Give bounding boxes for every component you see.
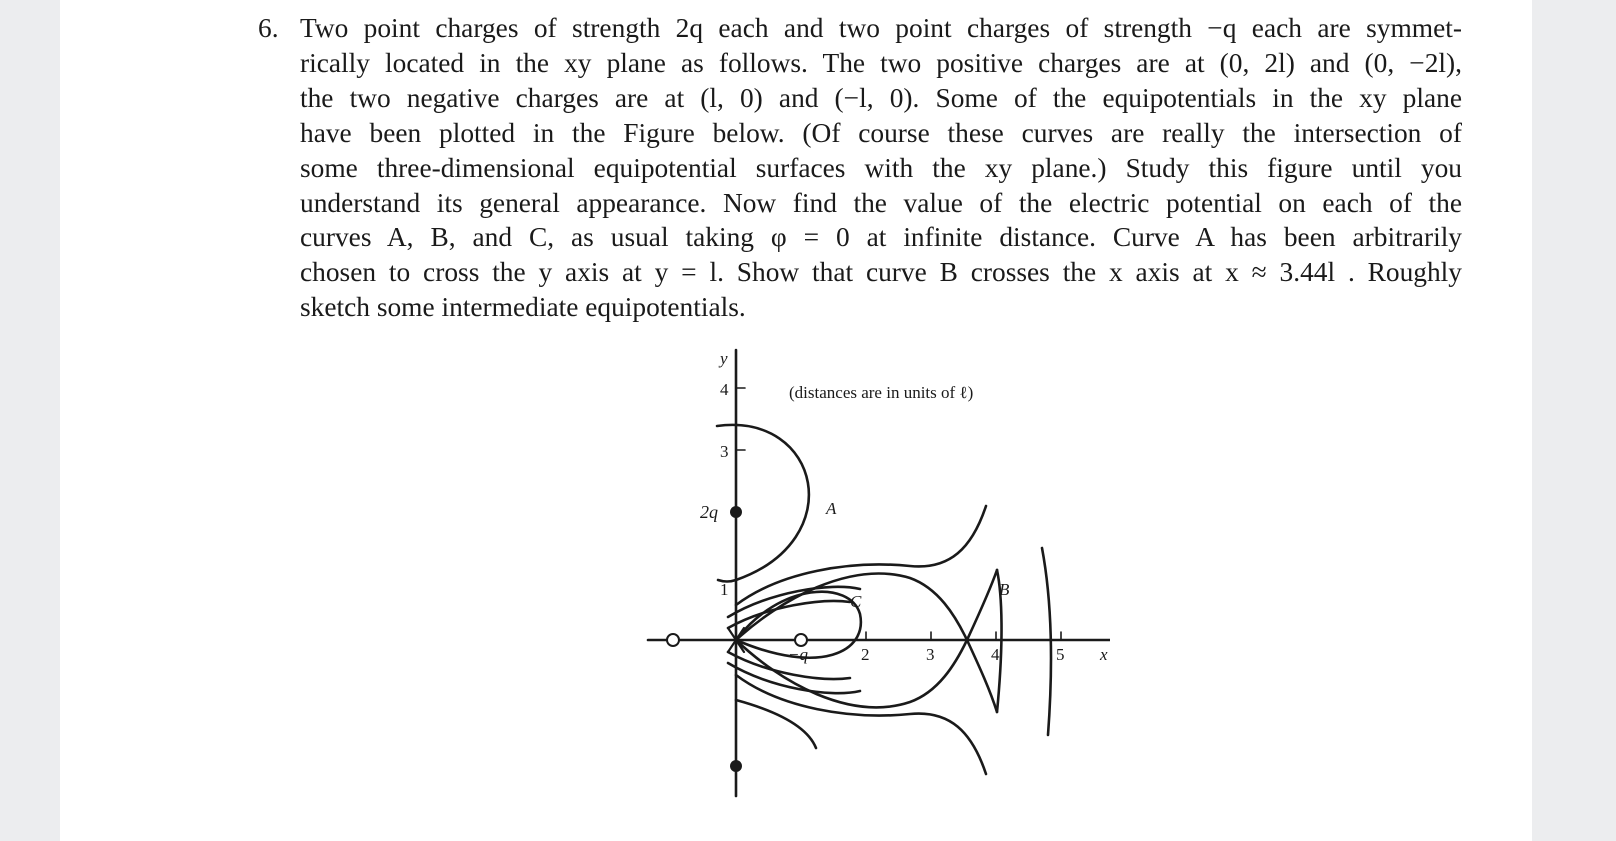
y-tick-label-1: 1 xyxy=(720,580,729,599)
x-tick-label-2: 2 xyxy=(861,645,870,664)
curve-a-loop xyxy=(717,425,809,582)
positive-charge-lower xyxy=(730,760,742,772)
negative-charge-left xyxy=(667,634,679,646)
curve-outer-upper xyxy=(736,506,986,605)
document-page xyxy=(60,0,1532,841)
positive-charge-label: 2q xyxy=(700,502,718,522)
units-note: (distances are in units of ℓ) xyxy=(789,383,974,402)
problem-line-7: curves A, B, and C, as usual taking φ = 0 at infinite distance. Curve A has been arbitrarily xyxy=(300,222,1462,253)
curve-far-right xyxy=(1042,548,1051,735)
x-tick-label-3: 3 xyxy=(926,645,935,664)
equipotential-diagram xyxy=(640,340,1110,800)
curve-outer-lower xyxy=(736,675,986,774)
equipotential-figure xyxy=(640,340,1110,805)
problem-number: 6. xyxy=(258,13,279,43)
y-axis-label: y xyxy=(720,349,728,368)
problem-line-1-text: Two point charges of strength 2q each and two point charges of strength −q each are symmet- xyxy=(300,13,1462,43)
curve-a-label: A xyxy=(826,499,837,518)
negative-charge-label: −q xyxy=(788,645,808,664)
curve-c-label: C xyxy=(850,592,862,611)
curve-b-label: B xyxy=(999,580,1010,599)
x-tick-label-5: 5 xyxy=(1056,645,1065,664)
positive-charge-upper xyxy=(730,506,742,518)
y-tick-label-3: 3 xyxy=(720,442,729,461)
x-tick-label-4: 4 xyxy=(991,645,1000,664)
problem-line-3: the two negative charges are at (l, 0) and (−l, 0). Some of the equipotentials in the xy plane xyxy=(300,82,1462,113)
problem-line-9: sketch some intermediate equipotentials. xyxy=(300,292,746,323)
x-axis-label: x xyxy=(1100,645,1108,664)
problem-text xyxy=(258,11,1462,325)
problem-line-8: chosen to cross the y axis at y = l. Show that curve B crosses the x axis at x ≈ 3.44l . Roughly xyxy=(300,257,1462,288)
y-tick-label-4: 4 xyxy=(720,380,729,399)
problem-line-1 xyxy=(258,11,1462,46)
problem-line-6: understand its general appearance. Now find the value of the electric potential on each of the xyxy=(300,187,1462,218)
curve-inner-upper-2 xyxy=(728,601,850,628)
problem-line-2: rically located in the xy plane as follows. The two positive charges are at (0, 2l) and (0, −2l), xyxy=(300,47,1462,78)
problem-line-4: have been plotted in the Figure below. (Of course these curves are really the intersection of xyxy=(300,117,1462,148)
problem-line-5: some three-dimensional equipotential surfaces with the xy plane.) Study this figure until you xyxy=(300,152,1462,183)
